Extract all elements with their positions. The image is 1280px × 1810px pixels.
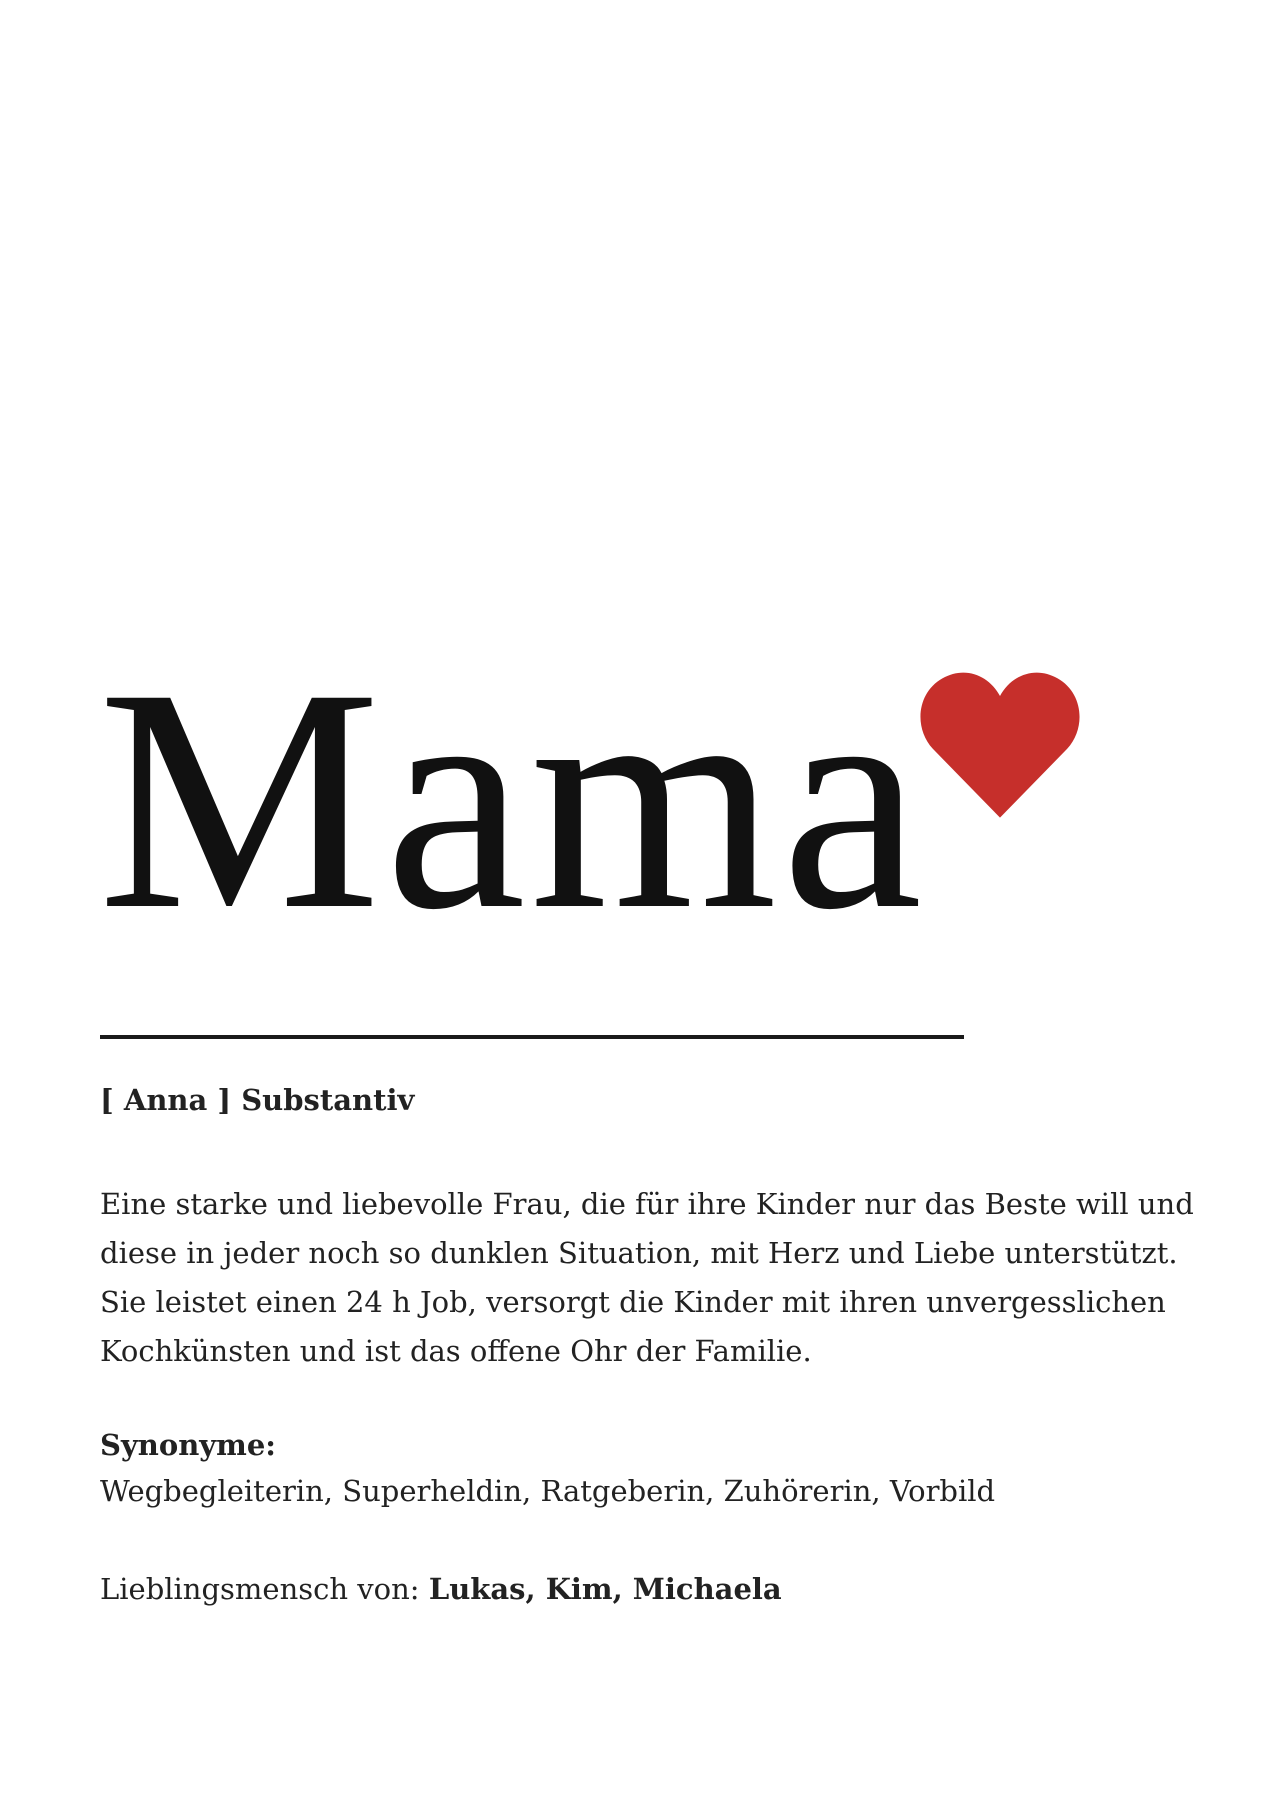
definition-text [100, 1180, 1194, 1376]
definition-line: Kochkünsten und ist das offene Ohr der Familie. [100, 1334, 812, 1368]
person-name: Anna [123, 1083, 208, 1117]
favorite-names: Lukas, Kim, Michaela [428, 1572, 782, 1606]
bracket-close: ] [207, 1083, 232, 1117]
favorite-label: Lieblingsmensch von: [100, 1572, 420, 1606]
definition-line: diese in jeder noch so dunklen Situation, mit Herz und Liebe unterstützt. [100, 1236, 1178, 1270]
title-underline [100, 1035, 964, 1039]
word-class: Substantiv [241, 1083, 415, 1117]
synonyms-heading: Synonyme: [100, 1428, 276, 1462]
part-of-speech [100, 1083, 414, 1117]
bracket-open: [ [100, 1083, 124, 1117]
synonyms-list: Wegbegleiterin, Superheldin, Ratgeberin, Zuhörerin, Vorbild [100, 1474, 996, 1508]
heart-shape [920, 673, 1079, 818]
definition-line: Sie leistet einen 24 h Job, versorgt die Kinder mit ihren unvergesslichen [100, 1285, 1166, 1319]
heart-icon [920, 670, 1080, 818]
definition-line: Eine starke und liebevolle Frau, die für ihre Kinder nur das Beste will und [100, 1187, 1194, 1221]
favorite-person-line [100, 1572, 782, 1606]
title-word: Mama [98, 623, 927, 975]
